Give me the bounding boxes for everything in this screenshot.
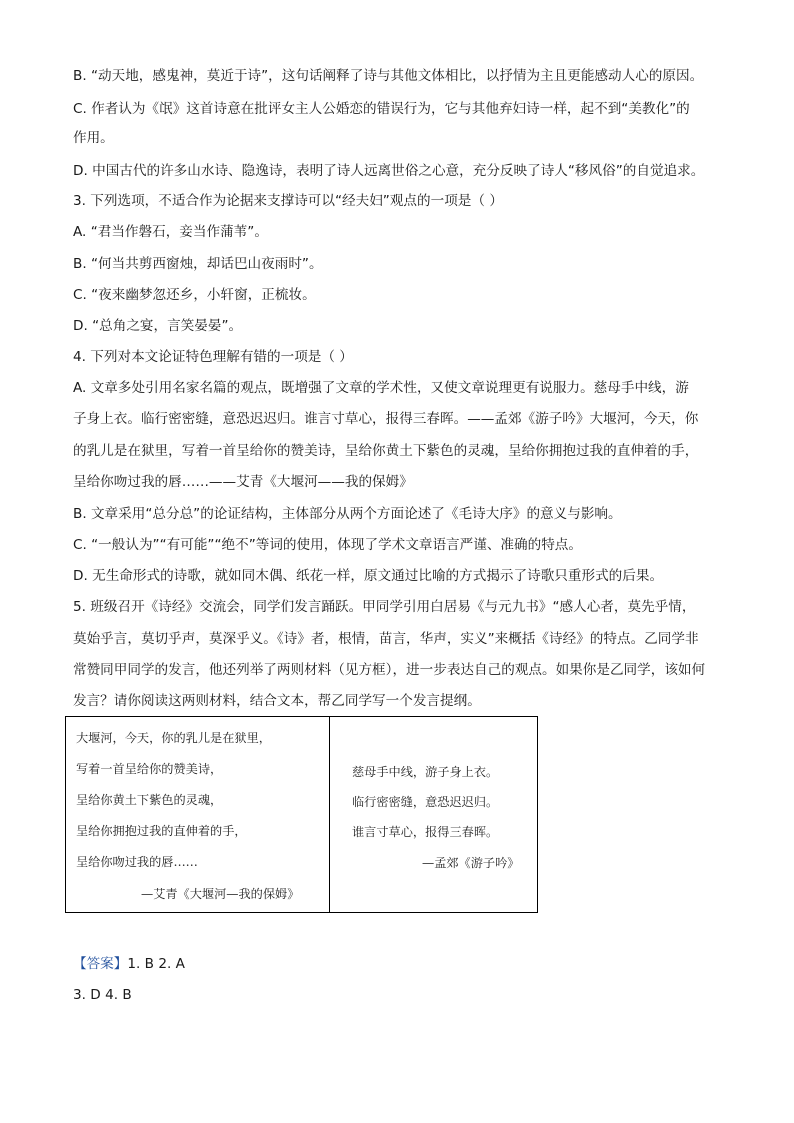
poem-line-left: 呈给你拥抱过我的直伸着的手，: [76, 824, 247, 838]
poem-line-left: 呈给你吻过我的唇……: [76, 855, 198, 869]
option-line: B. “动天地，感鬼神，莫近于诗”，这句话阐释了诗与其他文体相比，以抒情为主且更能感动人心的原因。: [73, 68, 704, 84]
option-line: C. “夜来幽梦忽还乡，小轩窗，正梳妆。: [73, 287, 316, 303]
option-line: 的乳儿是在狱里，写着一首呈给你的赞美诗，呈给你黄土下紫色的灵魂，呈给你拥抱过我的直伸着的手，: [73, 443, 699, 459]
poem-attribution-right: —孟郊《游子吟》: [422, 856, 520, 870]
question-stem: 常赞同甲同学的发言，他还列举了两则材料（见方框），进一步表达自己的观点。如果你是乙同学，该如何: [73, 662, 706, 678]
answer-line-1: [73, 954, 185, 974]
option-line: B. 文章采用“总分总”的论证结构，主体部分从两个方面论述了《毛诗大序》的意义与影响。: [73, 506, 622, 522]
option-line: C. “一般认为”“有可能”“绝不”等词的使用，体现了学术文章语言严谨、准确的特点。: [73, 537, 582, 553]
box-divider: [329, 717, 330, 912]
poem-line-right: 慈母手中线，游子身上衣。: [352, 765, 499, 779]
option-line: B. “何当共剪西窗烛，却话巴山夜雨时”。: [73, 256, 323, 272]
question-stem: 4. 下列对本文论证特色理解有错的一项是（ ）: [73, 349, 353, 365]
question-stem: 3. 下列选项，不适合作为论据来支撑诗可以“经夫妇”观点的一项是（ ）: [73, 193, 503, 209]
option-line: 呈给你吻过我的唇……——艾青《大堰河——我的保姆》: [73, 474, 413, 490]
answer-values-1: 1. B 2. A: [127, 956, 185, 972]
option-line: 作用。: [73, 130, 114, 146]
question-stem: 发言？请你阅读这两则材料，结合文本，帮乙同学写一个发言提纲。: [73, 693, 481, 709]
answer-label: 【答案】: [73, 956, 128, 972]
question-stem: 莫始乎言，莫切乎声，莫深乎义。《诗》者，根情，苗言，华声，实义”来概括《诗经》的特点。乙同学非: [73, 631, 699, 647]
option-line: A. 文章多处引用名家名篇的观点，既增强了文章的学术性，又使文章说理更有说服力。慈母手中线，游: [73, 380, 689, 396]
poem-line-right: 谁言寸草心，报得三春晖。: [352, 825, 499, 839]
option-line: D. 中国古代的许多山水诗、隐逸诗，表明了诗人远离世俗之心意，充分反映了诗人“移风俗”的自觉追求。: [73, 163, 705, 179]
option-line: A. “君当作磐石，妾当作蒲苇”。: [73, 224, 268, 240]
option-line: 子身上衣。临行密密缝，意恐迟迟归。谁言寸草心，报得三春晖。——孟郊《游子吟》大堰河，今天，你: [73, 411, 699, 427]
poem-line-left: 写着一首呈给你的赞美诗，: [76, 762, 223, 776]
option-line: D. “总角之宴，言笑晏晏”。: [73, 318, 243, 334]
question-stem: 5. 班级召开《诗经》交流会，同学们发言踊跃。甲同学引用白居易《与元九书》“感人心者，莫先乎情，: [73, 599, 696, 615]
poem-attribution-left: —艾青《大堰河—我的保姆》: [141, 887, 300, 901]
poem-line-left: 大堰河，今天，你的乳儿是在狱里，: [76, 731, 271, 745]
poem-line-right: 临行密密缝，意恐迟迟归。: [352, 795, 499, 809]
material-box: [65, 716, 538, 913]
option-line: D. 无生命形式的诗歌，就如同木偶、纸花一样，原文通过比喻的方式揭示了诗歌只重形式的后果。: [73, 568, 664, 584]
answer-line-2: 3. D 4. B: [73, 987, 132, 1003]
option-line: C. 作者认为《氓》这首诗意在批评女主人公婚恋的错误行为，它与其他弃妇诗一样，起不到“美教化”的: [73, 101, 690, 117]
poem-line-left: 呈给你黄土下紫色的灵魂，: [76, 793, 223, 807]
